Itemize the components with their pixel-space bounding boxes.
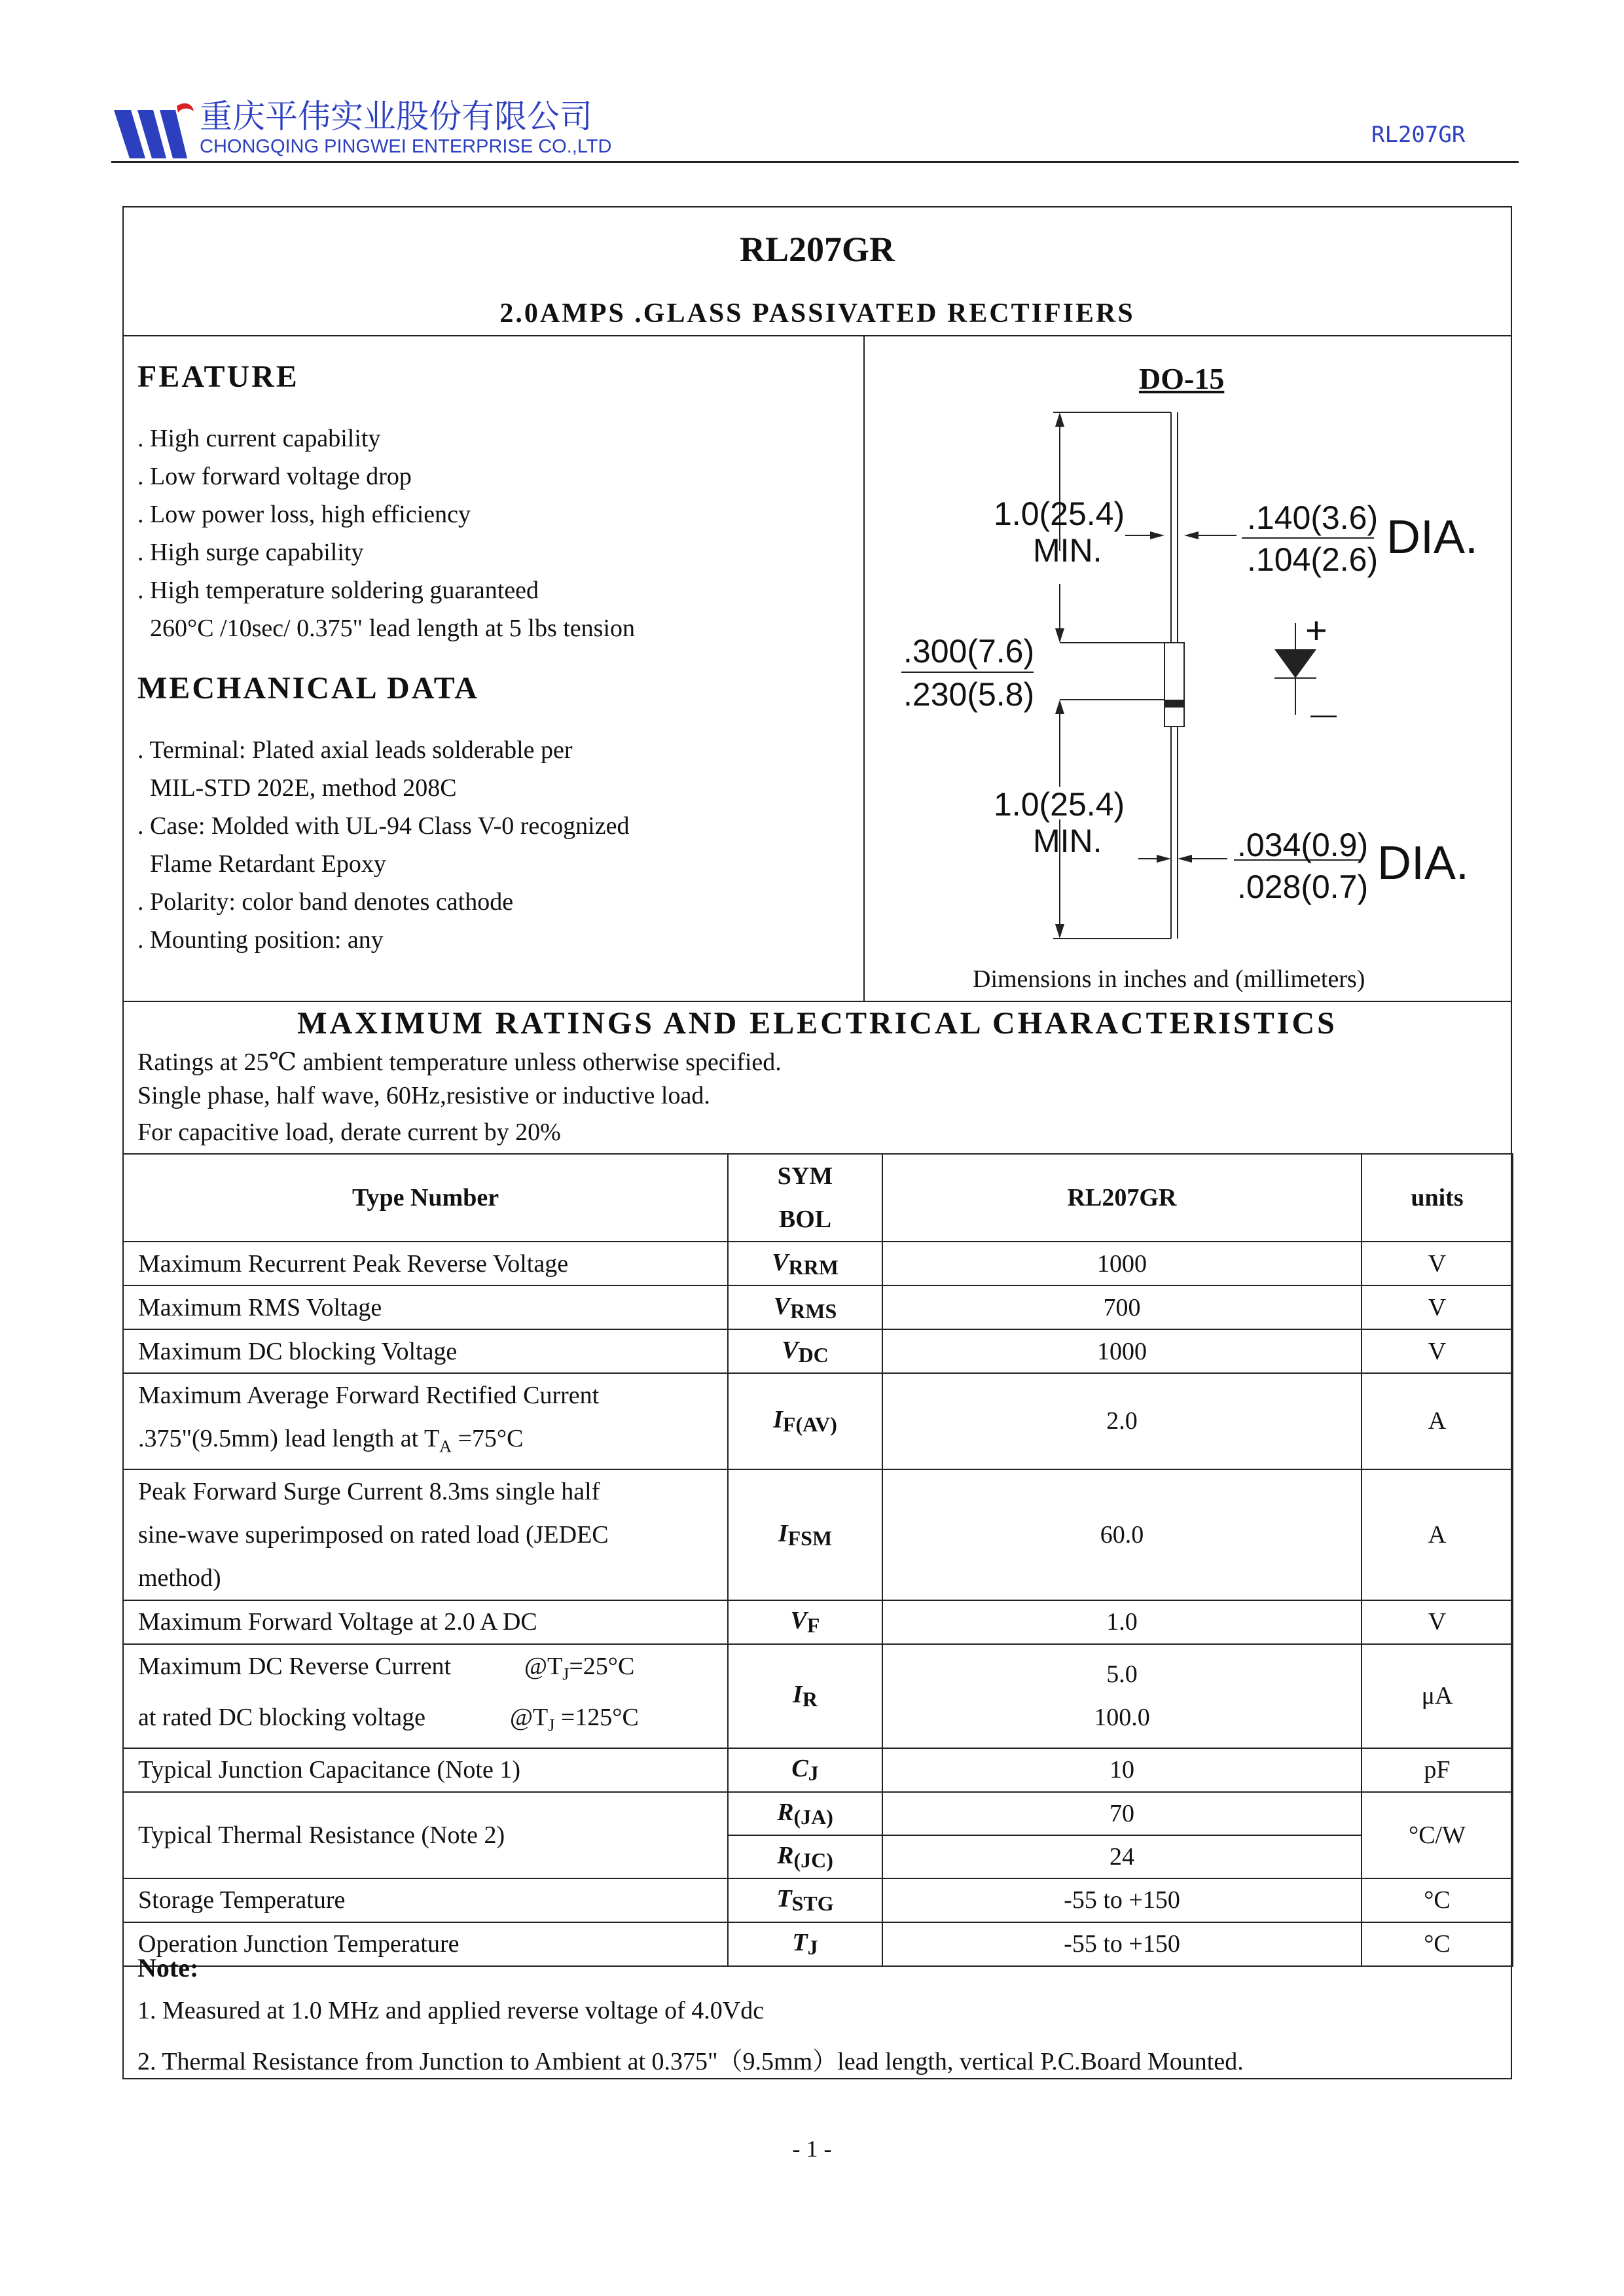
company-name-en: CHONGQING PINGWEI ENTERPRISE CO.,LTD: [200, 136, 612, 157]
row-symbol: $V_F$: [728, 1600, 882, 1644]
mechanical-item: . Terminal: Plated axial leads solderable per: [137, 736, 573, 764]
body-length-max: .300(7.6): [903, 633, 1035, 670]
row-value: -55 to +150: [882, 1878, 1362, 1922]
table-row: [123, 1878, 1513, 1922]
row-symbol: $T_{STG}$: [728, 1878, 882, 1922]
ratings-note: Ratings at 25℃ ambient temperature unless otherwise specified.: [137, 1049, 782, 1076]
row-param: Typical Thermal Resistance (Note 2): [123, 1792, 728, 1878]
row-symbol: $I_R$: [728, 1644, 882, 1748]
row-param: Storage Temperature: [123, 1878, 728, 1922]
table-row: [123, 1922, 1513, 1966]
row-param: Maximum Average Forward Rectified Current .375"(9.5mm) lead length at $T_A =75^\circ C$: [123, 1373, 728, 1469]
table-row: [123, 1373, 1513, 1469]
table-row: [123, 1748, 1513, 1792]
row-symbol: $T_J$: [728, 1922, 882, 1966]
mechanical-item: MIL-STD 202E, method 208C: [137, 774, 457, 802]
page-number: - 1 -: [792, 2136, 832, 2162]
lead-bottom-length: 1.0(25.4): [994, 786, 1125, 823]
body-dia-min: .104(2.6): [1247, 541, 1379, 578]
table-row: [123, 1792, 1513, 1835]
row-value: 700: [882, 1285, 1362, 1329]
lead-bottom-min: MIN.: [1033, 823, 1102, 859]
row-symbol: $V_{DC}$: [728, 1329, 882, 1373]
note-item: 1. Measured at 1.0 MHz and applied reverse voltage of 4.0Vdc: [137, 1997, 765, 2024]
body-length-min: .230(5.8): [903, 676, 1035, 713]
feature-item: . Low forward voltage drop: [137, 463, 412, 490]
table-row: [123, 1242, 1513, 1285]
row-symbol: $I_{FSM}$: [728, 1469, 882, 1600]
feature-item: . High temperature soldering guaranteed: [137, 577, 539, 604]
col-header-type: Type Number: [123, 1154, 728, 1242]
feature-heading: FEATURE: [137, 359, 299, 394]
note-item: 2. Thermal Resistance from Junction to Ambient at 0.375"（9.5mm）lead length, vertical P.C.Board Mounted.: [137, 2048, 1244, 2075]
row-unit: °C/W: [1362, 1792, 1513, 1878]
table-row: [123, 1600, 1513, 1644]
anode-plus: +: [1305, 609, 1327, 652]
company-logo: [111, 98, 196, 164]
col-header-symbol: SYM BOL: [728, 1154, 882, 1242]
table-row: [123, 1644, 1513, 1748]
dimensions-caption: Dimensions in inches and (millimeters): [973, 965, 1365, 993]
row-symbol: $V_{RMS}$: [728, 1285, 882, 1329]
row-symbol: $V_{RRM}$: [728, 1242, 882, 1285]
row-unit: μA: [1362, 1644, 1513, 1748]
mechanical-item: . Mounting position: any: [137, 926, 384, 954]
lead-dia-label: DIA.: [1377, 837, 1470, 889]
row-unit: V: [1362, 1242, 1513, 1285]
row-param: Operation Junction Temperature: [123, 1922, 728, 1966]
row-value: 1000: [882, 1329, 1362, 1373]
feature-item: 260°C /10sec/ 0.375" lead length at 5 lbs tension: [137, 615, 635, 642]
part-title: RL207GR: [739, 230, 895, 269]
row-unit: pF: [1362, 1748, 1513, 1792]
section-divider: [122, 1001, 1512, 1002]
feature-item: . High surge capability: [137, 539, 364, 566]
row-param: Maximum Forward Voltage at 2.0 A DC: [123, 1600, 728, 1644]
row-unit: °C: [1362, 1878, 1513, 1922]
row-param: Maximum DC blocking Voltage: [123, 1329, 728, 1373]
mechanical-heading: MECHANICAL DATA: [137, 671, 479, 706]
lead-dia-max: .034(0.9): [1237, 827, 1369, 863]
row-value: 70: [882, 1792, 1362, 1835]
row-param: Typical Junction Capacitance (Note 1): [123, 1748, 728, 1792]
lead-top-min: MIN.: [1033, 532, 1102, 569]
part-subtitle: 2.0AMPS .GLASS PASSIVATED RECTIFIERS: [499, 298, 1135, 329]
row-unit: A: [1362, 1373, 1513, 1469]
table-row: [123, 1329, 1513, 1373]
row-unit: A: [1362, 1469, 1513, 1600]
row-unit: V: [1362, 1600, 1513, 1644]
ratings-table: [122, 1153, 1513, 1967]
row-unit: °C: [1362, 1922, 1513, 1966]
feature-item: . High current capability: [137, 425, 381, 452]
cathode-minus: —: [1310, 700, 1337, 729]
header-part-number: RL207GR: [1371, 122, 1466, 148]
row-unit: V: [1362, 1329, 1513, 1373]
feature-item: . Low power loss, high efficiency: [137, 501, 471, 528]
row-param: Maximum Recurrent Peak Reverse Voltage: [123, 1242, 728, 1285]
lead-top-length: 1.0(25.4): [994, 495, 1125, 532]
row-unit: V: [1362, 1285, 1513, 1329]
notes-heading: Note:: [137, 1953, 199, 1982]
package-name: DO-15: [1139, 362, 1225, 395]
row-value: 10: [882, 1748, 1362, 1792]
row-value: 5.0 100.0: [882, 1644, 1362, 1748]
row-param: Maximum DC Reverse Current $@T_J=25^\circ C$ at rated DC blocking voltage $@T_J =125^\circ C$: [123, 1644, 728, 1748]
row-value: 2.0: [882, 1373, 1362, 1469]
mechanical-item: Flame Retardant Epoxy: [137, 850, 386, 878]
row-symbol: $R_{(JC)}$: [728, 1835, 882, 1878]
row-value: 60.0: [882, 1469, 1362, 1600]
row-symbol: $R_{(JA)}$: [728, 1792, 882, 1835]
row-value: 1.0: [882, 1600, 1362, 1644]
body-dia-max: .140(3.6): [1247, 499, 1379, 536]
row-symbol: $I_{F(AV)}$: [728, 1373, 882, 1469]
header-rule: [111, 161, 1519, 163]
logo-mark-icon: [111, 98, 196, 164]
mechanical-item: . Polarity: color band denotes cathode: [137, 888, 514, 916]
mechanical-item: . Case: Molded with UL-94 Class V-0 recognized: [137, 812, 630, 840]
row-value: -55 to +150: [882, 1922, 1362, 1966]
row-value: 24: [882, 1835, 1362, 1878]
lead-dia-min: .028(0.7): [1237, 869, 1369, 905]
col-header-units: units: [1362, 1154, 1513, 1242]
row-param: Maximum RMS Voltage: [123, 1285, 728, 1329]
ratings-note: For capacitive load, derate current by 20%: [137, 1119, 561, 1146]
table-row: [123, 1469, 1513, 1600]
col-header-part: RL207GR: [882, 1154, 1362, 1242]
body-dia-label: DIA.: [1386, 511, 1479, 564]
ratings-note: Single phase, half wave, 60Hz,resistive or inductive load.: [137, 1082, 710, 1109]
row-value: 1000: [882, 1242, 1362, 1285]
row-symbol: $C_J$: [728, 1748, 882, 1792]
row-param: Peak Forward Surge Current 8.3ms single half sine-wave superimposed on rated load (JEDEC method): [123, 1469, 728, 1600]
table-row: [123, 1285, 1513, 1329]
company-name-cn: 重庆平伟实业股份有限公司: [200, 98, 592, 135]
ratings-heading: MAXIMUM RATINGS AND ELECTRICAL CHARACTERISTICS: [297, 1006, 1337, 1041]
